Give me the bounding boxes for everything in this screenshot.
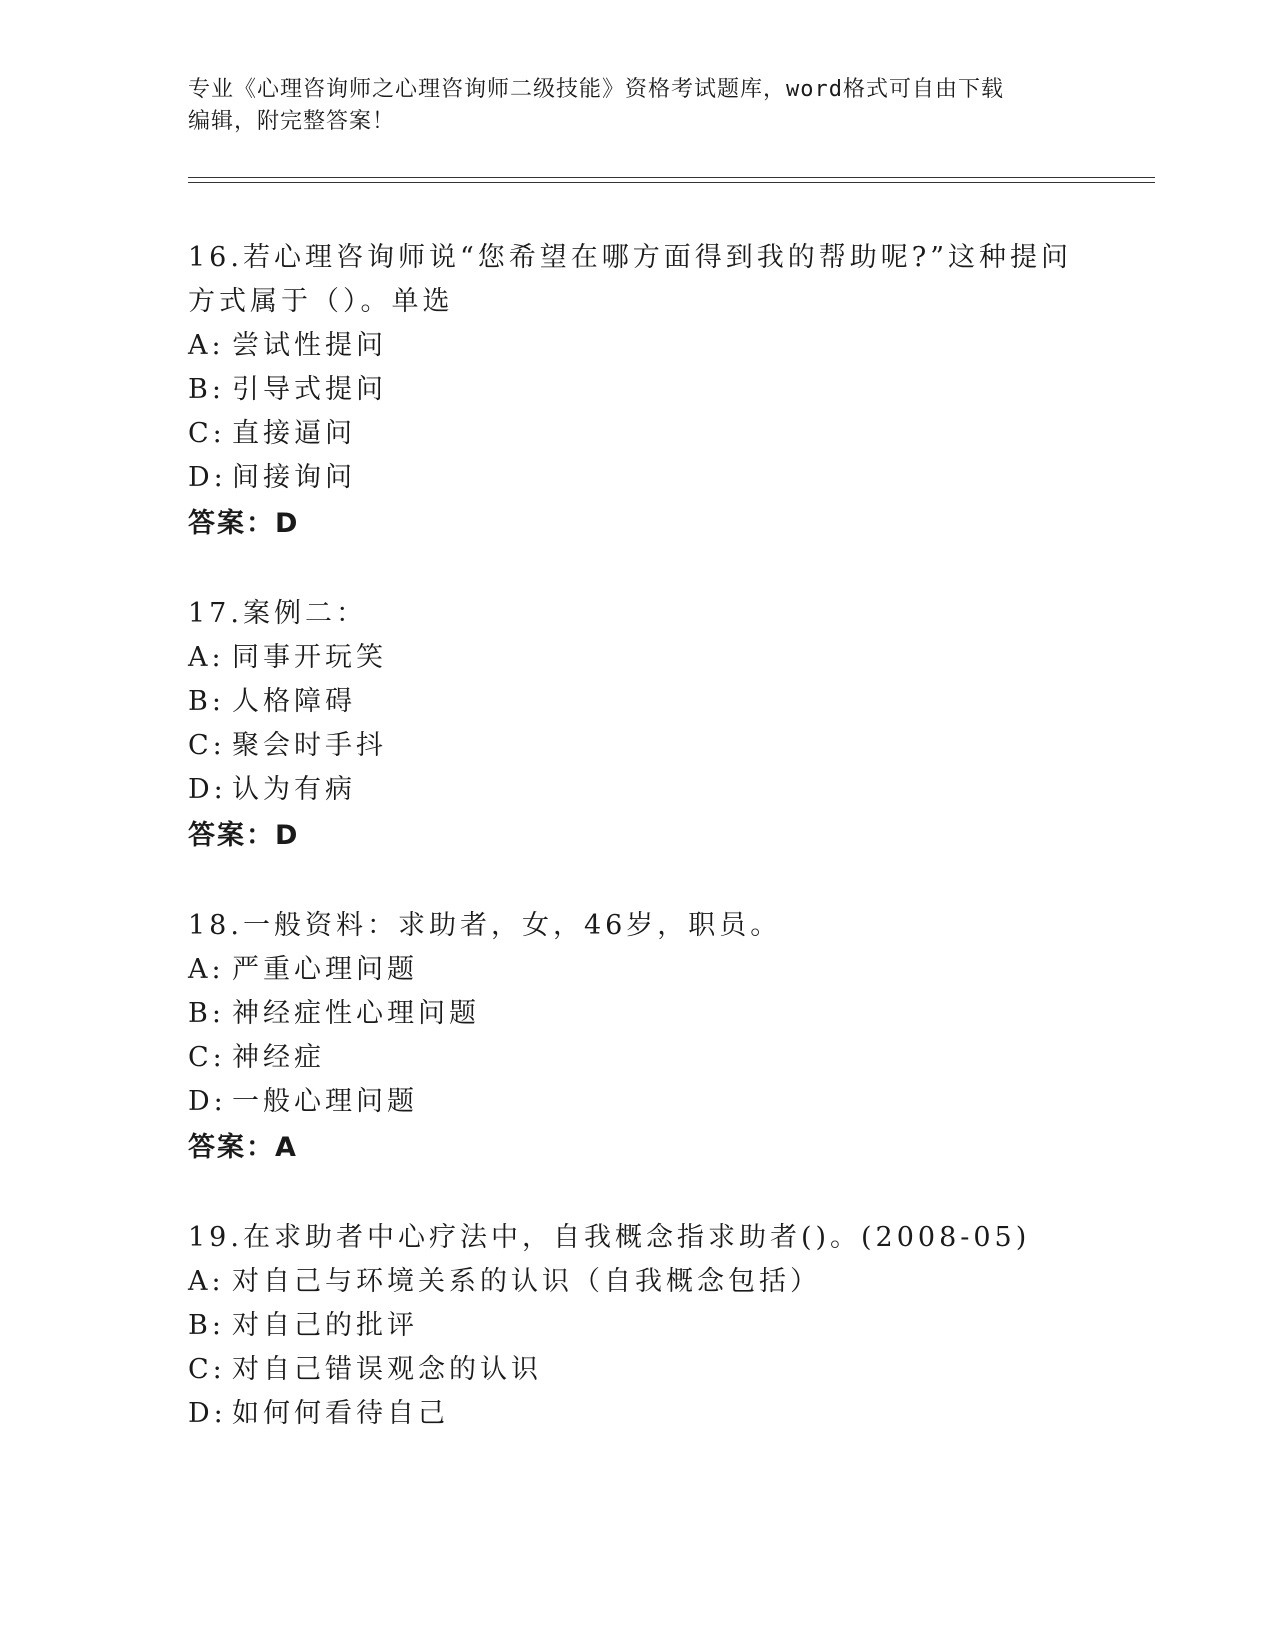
option-b <box>188 680 1088 724</box>
option-text: 直接逼问 <box>232 418 356 449</box>
question-19 <box>188 1216 1088 1436</box>
option-text: 认为有病 <box>232 774 356 805</box>
option-key: C: <box>188 730 226 761</box>
option-key: B: <box>188 686 225 717</box>
option-key: B: <box>188 374 225 405</box>
option-key: D: <box>188 774 227 805</box>
option-c <box>188 412 1088 456</box>
option-text: 引导式提问 <box>232 374 387 405</box>
option-text: 神经症 <box>232 1042 325 1073</box>
option-text: 严重心理问题 <box>232 954 418 985</box>
answer-line: 答案：D <box>188 820 300 851</box>
option-text: 对自己与环境关系的认识（自我概念包括） <box>232 1266 821 1297</box>
option-text: 人格障碍 <box>232 686 356 717</box>
option-text: 间接询问 <box>232 462 356 493</box>
header-note <box>188 74 1088 138</box>
option-text: 对自己错误观念的认识 <box>232 1354 542 1385</box>
option-a <box>188 948 1088 992</box>
option-a <box>188 1260 1088 1304</box>
answer-line: 答案：A <box>188 1132 298 1163</box>
option-d <box>188 1392 1088 1436</box>
option-key: B: <box>188 1310 225 1341</box>
option-key: C: <box>188 418 226 449</box>
option-text: 对自己的批评 <box>232 1310 418 1341</box>
header-line-1: 专业《心理咨询师之心理咨询师二级技能》资格考试题库，word格式可自由下载 <box>188 77 1004 102</box>
option-key: C: <box>188 1042 226 1073</box>
option-key: A: <box>188 954 225 985</box>
option-c <box>188 1348 1088 1392</box>
question-list <box>188 236 1088 1482</box>
option-a <box>188 324 1088 368</box>
option-b <box>188 368 1088 412</box>
option-d <box>188 768 1088 812</box>
question-stem: 16.若心理咨询师说“您希望在哪方面得到我的帮助呢?”这种提问方式属于（）。单选 <box>188 242 1073 317</box>
option-key: C: <box>188 1354 226 1385</box>
option-text: 如何何看待自己 <box>232 1398 449 1429</box>
option-text: 一般心理问题 <box>232 1086 418 1117</box>
question-stem: 17.案例二： <box>188 598 367 629</box>
option-key: B: <box>188 998 225 1029</box>
option-c <box>188 1036 1088 1080</box>
answer-line: 答案：D <box>188 508 300 539</box>
option-text: 聚会时手抖 <box>232 730 387 761</box>
option-text: 神经症性心理问题 <box>232 998 480 1029</box>
question-16 <box>188 236 1088 546</box>
option-c <box>188 724 1088 768</box>
option-d <box>188 1080 1088 1124</box>
option-key: D: <box>188 1398 227 1429</box>
question-stem: 18.一般资料：求助者，女，46岁，职员。 <box>188 910 782 941</box>
option-key: A: <box>188 330 225 361</box>
question-17 <box>188 592 1088 858</box>
option-key: A: <box>188 1266 225 1297</box>
option-key: D: <box>188 462 227 493</box>
header-line-2: 编辑，附完整答案！ <box>188 109 396 134</box>
option-text: 同事开玩笑 <box>232 642 387 673</box>
option-text: 尝试性提问 <box>232 330 387 361</box>
question-18 <box>188 904 1088 1170</box>
header-rule-top <box>188 177 1155 178</box>
header-rule-bottom <box>188 182 1155 183</box>
option-b <box>188 992 1088 1036</box>
option-key: A: <box>188 642 225 673</box>
option-key: D: <box>188 1086 227 1117</box>
option-d <box>188 456 1088 500</box>
question-stem: 19.在求助者中心疗法中，自我概念指求助者()。(2008-05) <box>188 1222 1031 1253</box>
option-a <box>188 636 1088 680</box>
option-b <box>188 1304 1088 1348</box>
